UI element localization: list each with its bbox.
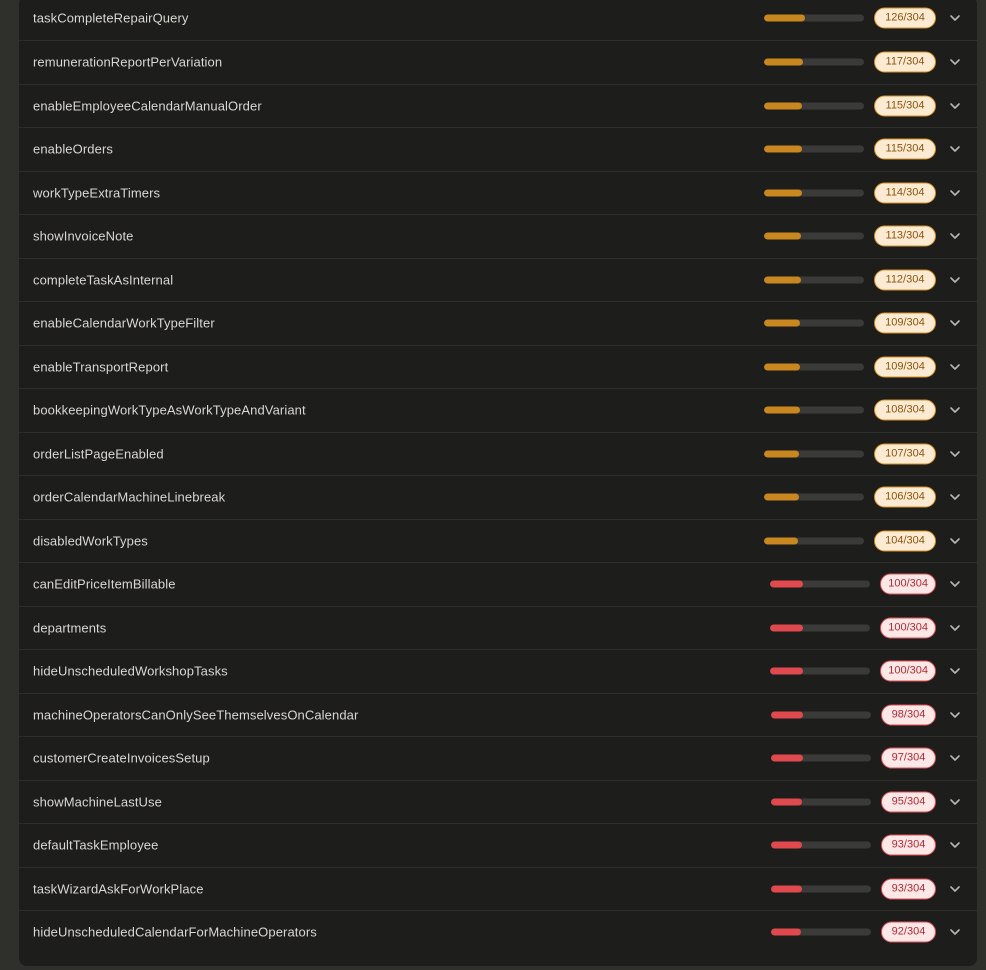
usage-count-badge: 98/304 [881,704,936,725]
usage-indicator [771,748,936,769]
usage-progress-fill [770,581,803,588]
chevron-down-icon[interactable] [948,664,962,678]
list-item[interactable] [19,128,977,172]
usage-indicator [764,52,936,73]
setting-name: enableEmployeeCalendarManualOrder [33,98,262,114]
list-item[interactable] [19,215,977,259]
usage-progress-fill [771,798,802,805]
usage-progress-fill [764,450,799,457]
usage-progress-fill [770,624,803,631]
usage-progress-fill [771,885,802,892]
setting-name: canEditPriceItemBillable [33,576,176,592]
setting-name: hideUnscheduledCalendarForMachineOperators [33,924,317,940]
chevron-down-icon[interactable] [948,751,962,765]
chevron-down-icon[interactable] [948,142,962,156]
list-item[interactable] [19,259,977,303]
usage-count-badge: 109/304 [874,356,936,377]
chevron-down-icon[interactable] [948,316,962,330]
usage-indicator [771,791,936,812]
setting-name: customerCreateInvoicesSetup [33,750,210,766]
chevron-down-icon[interactable] [948,490,962,504]
usage-count-badge: 115/304 [874,95,936,116]
setting-name: taskWizardAskForWorkPlace [33,881,204,897]
usage-progress-bar [771,711,871,718]
usage-count-badge: 93/304 [881,835,936,856]
usage-progress-fill [764,15,805,22]
usage-indicator [771,878,936,899]
list-item[interactable] [19,0,977,41]
list-item[interactable] [19,607,977,651]
usage-indicator [764,313,936,334]
list-item[interactable] [19,41,977,85]
list-item[interactable] [19,520,977,564]
usage-count-badge: 113/304 [874,226,936,247]
chevron-down-icon[interactable] [948,273,962,287]
usage-indicator [770,574,936,595]
usage-progress-bar [770,624,870,631]
chevron-down-icon[interactable] [948,360,962,374]
chevron-down-icon[interactable] [948,55,962,69]
usage-progress-fill [764,363,800,370]
setting-name: disabledWorkTypes [33,533,148,549]
usage-progress-fill [764,276,801,283]
usage-progress-bar [764,15,864,22]
usage-indicator [764,356,936,377]
usage-progress-fill [764,146,802,153]
setting-usage-list [19,0,977,955]
chevron-down-icon[interactable] [948,403,962,417]
usage-count-badge: 97/304 [881,748,936,769]
usage-indicator [771,704,936,725]
list-item[interactable] [19,650,977,694]
usage-progress-bar [771,929,871,936]
usage-progress-fill [764,320,800,327]
usage-progress-fill [770,668,803,675]
usage-indicator [764,226,936,247]
usage-count-badge: 114/304 [874,182,936,203]
usage-progress-bar [770,581,870,588]
usage-progress-fill [764,59,803,66]
chevron-down-icon[interactable] [948,838,962,852]
list-item[interactable] [19,85,977,129]
usage-count-badge: 112/304 [874,269,936,290]
usage-progress-bar [764,320,864,327]
usage-count-badge: 93/304 [881,878,936,899]
chevron-down-icon[interactable] [948,229,962,243]
usage-count-badge: 104/304 [874,530,936,551]
usage-indicator [771,835,936,856]
setting-name: departments [33,620,107,636]
usage-count-badge: 107/304 [874,443,936,464]
chevron-down-icon[interactable] [948,99,962,113]
usage-indicator [770,617,936,638]
setting-name: machineOperatorsCanOnlySeeThemselvesOnCalendar [33,707,359,723]
setting-name: enableOrders [33,141,113,157]
list-item[interactable] [19,563,977,607]
usage-count-badge: 126/304 [874,8,936,29]
usage-progress-fill [764,537,798,544]
usage-count-badge: 100/304 [880,617,936,638]
usage-indicator [764,8,936,29]
usage-count-badge: 117/304 [874,52,936,73]
usage-indicator [764,443,936,464]
setting-name: enableCalendarWorkTypeFilter [33,315,215,331]
setting-name: showMachineLastUse [33,794,162,810]
list-item[interactable] [19,868,977,912]
usage-progress-fill [771,711,803,718]
setting-name: workTypeExtraTimers [33,185,161,201]
chevron-down-icon[interactable] [948,186,962,200]
list-item[interactable] [19,694,977,738]
usage-progress-bar [771,798,871,805]
usage-progress-bar [771,842,871,849]
usage-count-badge: 95/304 [881,791,936,812]
usage-progress-bar [764,494,864,501]
usage-progress-bar [764,363,864,370]
usage-progress-fill [764,407,800,414]
chevron-down-icon[interactable] [948,621,962,635]
usage-indicator [764,487,936,508]
usage-progress-bar [764,407,864,414]
usage-progress-bar [771,755,871,762]
setting-name: completeTaskAsInternal [33,272,174,288]
panel-bottom-edge [19,950,977,966]
usage-indicator [764,139,936,160]
chevron-down-icon[interactable] [948,534,962,548]
usage-indicator [764,182,936,203]
usage-count-badge: 92/304 [881,922,936,943]
usage-progress-bar [764,233,864,240]
setting-name: enableTransportReport [33,359,169,375]
usage-count-badge: 106/304 [874,487,936,508]
usage-count-badge: 109/304 [874,313,936,334]
usage-count-badge: 100/304 [880,574,936,595]
list-item[interactable] [19,737,977,781]
setting-name: orderCalendarMachineLinebreak [33,489,226,505]
usage-indicator [764,530,936,551]
chevron-down-icon[interactable] [948,882,962,896]
setting-name: defaultTaskEmployee [33,837,159,853]
list-item[interactable] [19,302,977,346]
chevron-down-icon[interactable] [948,11,962,25]
usage-progress-bar [771,885,871,892]
usage-progress-fill [764,102,802,109]
setting-name: bookkeepingWorkTypeAsWorkTypeAndVariant [33,402,306,418]
setting-name: taskCompleteRepairQuery [33,10,189,26]
list-item[interactable] [19,433,977,477]
chevron-down-icon[interactable] [948,925,962,939]
usage-progress-fill [764,233,801,240]
usage-progress-bar [764,146,864,153]
usage-indicator [770,661,936,682]
usage-progress-bar [764,59,864,66]
usage-count-badge: 100/304 [880,661,936,682]
list-item[interactable] [19,346,977,390]
list-item[interactable] [19,172,977,216]
usage-progress-fill [764,494,799,501]
usage-progress-fill [764,189,802,196]
usage-indicator [764,95,936,116]
usage-progress-bar [770,668,870,675]
chevron-down-icon[interactable] [948,577,962,591]
setting-name: showInvoiceNote [33,228,134,244]
usage-indicator [764,269,936,290]
setting-name: remunerationReportPerVariation [33,54,223,70]
setting-name: orderListPageEnabled [33,446,164,462]
usage-progress-bar [764,102,864,109]
usage-progress-fill [771,842,802,849]
list-item[interactable] [19,911,977,955]
setting-name: hideUnscheduledWorkshopTasks [33,663,228,679]
chevron-down-icon[interactable] [948,708,962,722]
usage-progress-bar [764,276,864,283]
chevron-down-icon[interactable] [948,447,962,461]
settings-usage-panel [19,0,977,966]
usage-progress-bar [764,537,864,544]
usage-count-badge: 108/304 [874,400,936,421]
list-item[interactable] [19,389,977,433]
usage-count-badge: 115/304 [874,139,936,160]
usage-progress-fill [771,755,803,762]
list-item[interactable] [19,824,977,868]
chevron-down-icon[interactable] [948,795,962,809]
usage-indicator [764,400,936,421]
usage-indicator [771,922,936,943]
usage-progress-fill [771,929,801,936]
list-item[interactable] [19,476,977,520]
usage-progress-bar [764,450,864,457]
usage-progress-bar [764,189,864,196]
list-item[interactable] [19,781,977,825]
